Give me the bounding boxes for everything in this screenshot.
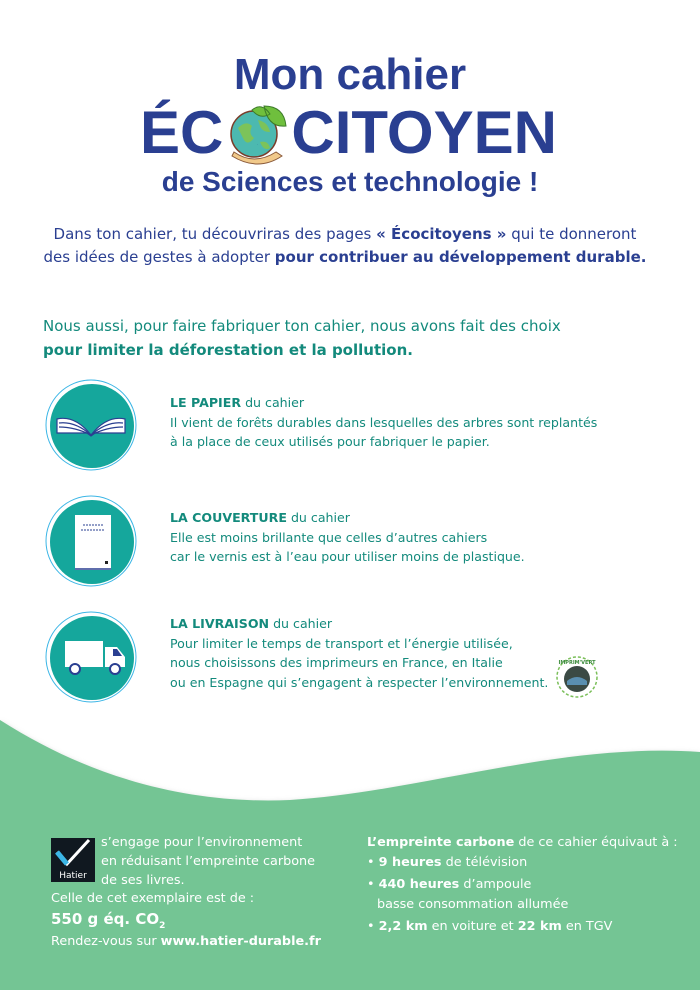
- item-paper: LE PAPIER du cahier Il vient de forêts durables dans lesquelles des arbres sont replantés à la place de ceux utilisés pour fabriquer le papier.: [170, 395, 598, 449]
- svg-text:IMPRIM'VERT: IMPRIM'VERT: [558, 660, 596, 666]
- svg-text:Hatier: Hatier: [59, 871, 87, 881]
- title-part: ÉC: [140, 99, 224, 166]
- carbon-equivalents: L’empreinte carbone de ce cahier équivaut à : • 9 heures de télévision • 440 heures d’ampoule basse consommation allumée • 2,2 km en voiture et 22 km en TGV: [367, 835, 678, 934]
- website-link[interactable]: www.hatier-durable.fr: [160, 934, 321, 949]
- footprint-intro: Celle de cet exemplaire est de :: [51, 891, 255, 906]
- choices-line1: Nous aussi, pour faire fabriquer ton cahier, nous avons fait des choix: [43, 317, 561, 335]
- title-part: CITOYEN: [291, 99, 557, 166]
- intro-line2: des idées de gestes à adopter pour contribuer au développement durable.: [43, 248, 647, 266]
- title-line1: Mon cahier: [233, 50, 467, 99]
- intro-line1: Dans ton cahier, tu découvriras des pages « Écocitoyens » qui te donneront: [53, 225, 637, 243]
- title-line3: de Sciences et technologie !: [161, 166, 539, 197]
- choices-line2: pour limiter la déforestation et la pollution.: [43, 341, 413, 359]
- hatier-engagement: s’engage pour l’environnement en réduisant l’empreinte carbone de ses livres.: [101, 835, 316, 888]
- footprint-value: 550 g éq. $CO_2$: [51, 910, 166, 931]
- svg-text:O: O: [257, 145, 259, 146]
- item-delivery: LA LIVRAISON du cahier Pour limiter le temps de transport et l’énergie utilisée, nous choisissons des imprimeurs en France, en Italie ou en Espagne qui s’engagent à respecter l’environnement.: [170, 616, 549, 690]
- hatier-logo: [51, 838, 95, 882]
- item-cover: LA COUVERTURE du cahier Elle est moins brillante que celles d’autres cahiers car le vernis est à l’eau pour utiliser moins de plastique.: [170, 510, 525, 564]
- website-line: Rendez-vous sur www.hatier-durable.fr: [51, 934, 321, 949]
